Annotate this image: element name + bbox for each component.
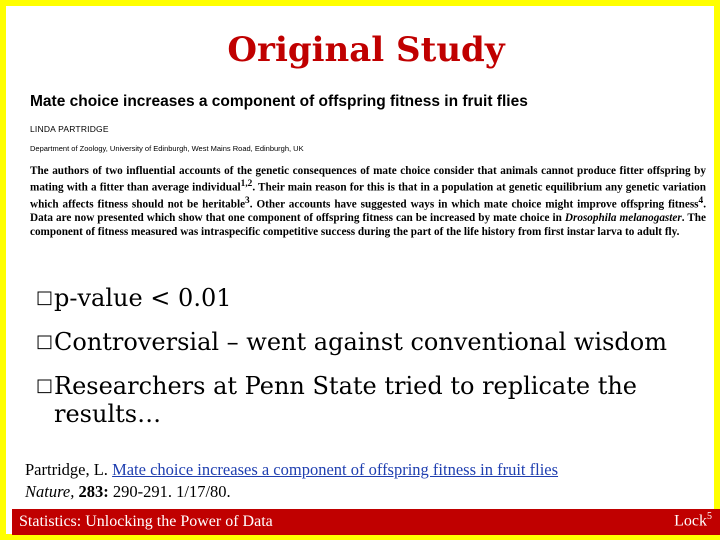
paper-abstract-image — [30, 92, 706, 268]
paper-affiliation: Department of Zoology, University of Edinburgh, West Mains Road, Edinburgh, UK — [30, 144, 304, 153]
citation-link[interactable]: Mate choice increases a component of offspring fitness in fruit flies — [112, 460, 559, 479]
citation-author: Partridge, L. — [25, 460, 113, 479]
bullet-icon: □ — [36, 375, 54, 396]
abstract-part: . Their main reason for this is that in a population at genetic equilibrium any genetic variation which affects fitness should not be heritable — [30, 182, 706, 212]
footer-bar — [12, 509, 720, 535]
footer-author-sup: 5 — [707, 511, 712, 522]
bullet-text: Controversial – went against conventional wisdom — [54, 328, 667, 356]
bullet-text: p-value < 0.01 — [54, 284, 232, 312]
bullet-icon: □ — [36, 287, 54, 308]
citation — [25, 459, 715, 503]
slide-title: Original Study — [227, 30, 505, 70]
bullet-item — [36, 284, 716, 312]
abstract-ref: 1,2 — [240, 179, 253, 190]
abstract-part: . Other accounts have suggested ways in which mate choice might improve offspring fitness — [249, 199, 699, 212]
bullet-icon: □ — [36, 331, 54, 352]
abstract-ref: 4 — [698, 196, 704, 207]
bullet-list — [36, 284, 716, 444]
paper-author: LINDA PARTRIDGE — [30, 124, 109, 134]
abstract-ref: 3 — [245, 196, 250, 207]
abstract-species: Drosophila melanogaster — [564, 212, 682, 225]
paper-abstract-text — [30, 165, 706, 239]
citation-pages-date: 290-291. 1/17/80. — [108, 482, 231, 501]
bullet-item — [36, 328, 716, 356]
abstract-part: . Data are now presented which show that one component of offspring fitness can be increased by mate choice in — [30, 199, 706, 225]
bullet-text: Researchers at Penn State tried to replicate the results… — [54, 372, 637, 428]
abstract-part: The authors of two influential accounts of the genetic consequences of mate choice consider that animals cannot produce fitter offspring by mating with a fitter than average individual — [30, 165, 706, 195]
citation-journal: Nature, — [25, 482, 75, 501]
footer-author-name: Lock — [674, 512, 707, 530]
paper-title: Mate choice increases a component of offspring fitness in fruit flies — [30, 93, 528, 110]
citation-volume: 283: — [78, 482, 109, 501]
footer-author — [674, 511, 712, 530]
footer-course-title: Statistics: Unlocking the Power of Data — [19, 513, 273, 530]
abstract-part: . The component of fitness measured was intraspecific competitive success during the part of the life history from first instar larva to adult fly. — [30, 212, 706, 238]
bullet-item — [36, 372, 716, 428]
